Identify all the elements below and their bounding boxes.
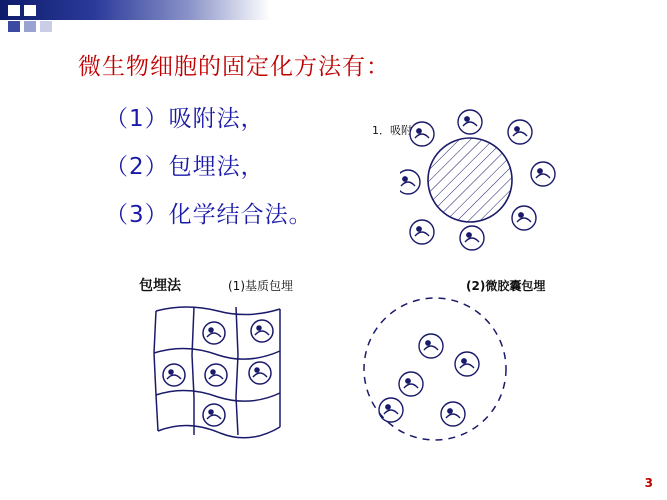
figure-label-entrapment: 包埋法 xyxy=(139,278,181,294)
slide-heading: 微生物细胞的固定化方法有： xyxy=(78,54,390,80)
figure-matrix-entrapment-diagram xyxy=(150,295,305,445)
decorative-square xyxy=(40,21,52,32)
decorative-square xyxy=(24,5,36,16)
figure-label-microcapsule-entrapment: (2)微胶囊包埋 xyxy=(466,279,546,293)
bullet-item-1: （1）吸附法， xyxy=(105,106,265,132)
page-number: 3 xyxy=(644,476,653,490)
decorative-square xyxy=(24,21,36,32)
decorative-gradient-bar xyxy=(0,0,270,20)
decorative-square xyxy=(8,21,20,32)
figure-label-matrix-entrapment: (1)基质包埋 xyxy=(228,279,293,293)
figure-label-adsorption: 1．吸附 xyxy=(372,124,412,137)
figure-adsorption-diagram xyxy=(400,108,590,268)
bullet-item-3: （3）化学结合法。 xyxy=(105,202,313,228)
decorative-square xyxy=(8,5,20,16)
figure-microcapsule-diagram xyxy=(355,292,515,447)
bullet-item-2: （2）包埋法， xyxy=(105,154,265,180)
